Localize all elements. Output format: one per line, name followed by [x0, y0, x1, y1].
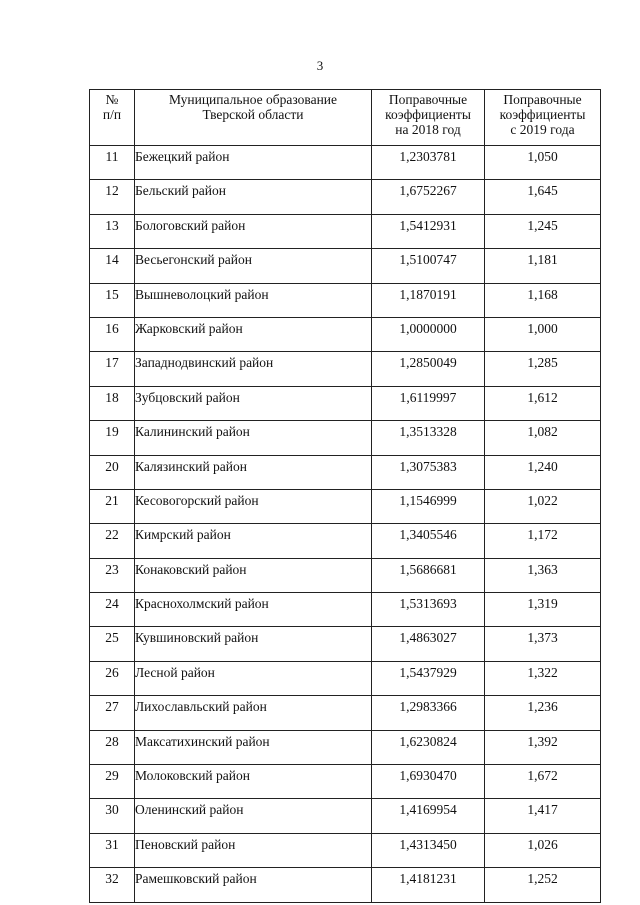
coef-2019-value: 1,022: [485, 489, 601, 523]
table-row: [90, 352, 601, 386]
table-row: [90, 249, 601, 283]
header-number: [90, 90, 135, 146]
header-coef-2019: [485, 90, 601, 146]
coef-2018-value: 1,2303781: [372, 146, 485, 180]
row-number: 18: [90, 386, 135, 420]
coef-2018-value: 1,4313450: [372, 833, 485, 867]
page-number: 3: [316, 58, 324, 73]
coef-2018-value: 1,4169954: [372, 799, 485, 833]
header-coef-2019-line: коэффициенты: [499, 107, 586, 122]
municipality-name: Кесовогорский район: [135, 489, 372, 523]
table-row: [90, 765, 601, 799]
table-row: [90, 593, 601, 627]
municipality-name: Калининский район: [135, 421, 372, 455]
table-row: [90, 696, 601, 730]
coef-2019-value: 1,172: [485, 524, 601, 558]
municipality-name: Зубцовский район: [135, 386, 372, 420]
table-row: [90, 386, 601, 420]
coef-2019-value: 1,050: [485, 146, 601, 180]
table-row: [90, 558, 601, 592]
coef-2019-value: 1,672: [485, 765, 601, 799]
row-number: 14: [90, 249, 135, 283]
row-number: 30: [90, 799, 135, 833]
coef-2019-value: 1,319: [485, 593, 601, 627]
table-row: [90, 627, 601, 661]
municipality-name: Западнодвинский район: [135, 352, 372, 386]
table-row: [90, 868, 601, 902]
header-coef-2018-line: коэффициенты: [385, 107, 471, 122]
municipality-name: Краснохолмский район: [135, 593, 372, 627]
coef-2018-value: 1,1870191: [372, 283, 485, 317]
coef-2019-value: 1,612: [485, 386, 601, 420]
municipality-name: Бежецкий район: [135, 146, 372, 180]
row-number: 31: [90, 833, 135, 867]
coef-2018-value: 1,6930470: [372, 765, 485, 799]
table-row: [90, 455, 601, 489]
municipality-name: Рамешковский район: [135, 868, 372, 902]
coef-2018-value: 1,6230824: [372, 730, 485, 764]
coef-2019-value: 1,181: [485, 249, 601, 283]
table-row: [90, 489, 601, 523]
table-row: [90, 146, 601, 180]
header-coef-2019-line: с 2019 года: [510, 122, 575, 137]
coef-2019-value: 1,373: [485, 627, 601, 661]
coef-2018-value: 1,0000000: [372, 317, 485, 351]
row-number: 17: [90, 352, 135, 386]
row-number: 32: [90, 868, 135, 902]
table-row: [90, 524, 601, 558]
coef-2019-value: 1,322: [485, 661, 601, 695]
municipality-name: Вышневолоцкий район: [135, 283, 372, 317]
table-row: [90, 317, 601, 351]
coef-2018-value: 1,2983366: [372, 696, 485, 730]
coef-2018-value: 1,5100747: [372, 249, 485, 283]
header-coef-2019-line: Поправочные: [503, 92, 582, 107]
table-row: [90, 180, 601, 214]
row-number: 11: [90, 146, 135, 180]
table-header-row: [90, 90, 601, 146]
table-row: [90, 799, 601, 833]
row-number: 20: [90, 455, 135, 489]
municipality-name: Максатихинский район: [135, 730, 372, 764]
table-row: [90, 730, 601, 764]
row-number: 16: [90, 317, 135, 351]
coef-2019-value: 1,026: [485, 833, 601, 867]
coef-2018-value: 1,4863027: [372, 627, 485, 661]
coef-2019-value: 1,392: [485, 730, 601, 764]
coef-2019-value: 1,363: [485, 558, 601, 592]
row-number: 26: [90, 661, 135, 695]
municipality-name: Кимрский район: [135, 524, 372, 558]
municipality-name: Калязинский район: [135, 455, 372, 489]
municipality-name: Бельский район: [135, 180, 372, 214]
coef-2019-value: 1,168: [485, 283, 601, 317]
header-coef-2018-line: на 2018 год: [395, 122, 461, 137]
coef-2019-value: 1,645: [485, 180, 601, 214]
municipality-name: Лесной район: [135, 661, 372, 695]
coef-2019-value: 1,245: [485, 214, 601, 248]
coef-2019-value: 1,285: [485, 352, 601, 386]
municipality-name: Весьегонский район: [135, 249, 372, 283]
municipality-name: Конаковский район: [135, 558, 372, 592]
coef-2018-value: 1,5412931: [372, 214, 485, 248]
municipality-name: Жарковский район: [135, 317, 372, 351]
row-number: 15: [90, 283, 135, 317]
row-number: 21: [90, 489, 135, 523]
row-number: 23: [90, 558, 135, 592]
coef-2019-value: 1,417: [485, 799, 601, 833]
coef-2018-value: 1,3513328: [372, 421, 485, 455]
coef-2018-value: 1,3075383: [372, 455, 485, 489]
table-row: [90, 421, 601, 455]
municipality-name: Пеновский район: [135, 833, 372, 867]
municipality-name: Молоковский район: [135, 765, 372, 799]
coef-2018-value: 1,5686681: [372, 558, 485, 592]
coef-2019-value: 1,240: [485, 455, 601, 489]
municipality-name: Кувшиновский район: [135, 627, 372, 661]
row-number: 28: [90, 730, 135, 764]
header-number-line: п/п: [102, 107, 122, 122]
coef-2019-value: 1,252: [485, 868, 601, 902]
municipality-name: Лихославльский район: [135, 696, 372, 730]
coef-2018-value: 1,6752267: [372, 180, 485, 214]
header-municipality: [135, 90, 372, 146]
row-number: 29: [90, 765, 135, 799]
row-number: 25: [90, 627, 135, 661]
table-row: [90, 661, 601, 695]
municipality-name: Оленинский район: [135, 799, 372, 833]
coef-2018-value: 1,5437929: [372, 661, 485, 695]
row-number: 12: [90, 180, 135, 214]
header-coef-2018-line: Поправочные: [388, 92, 468, 107]
table-row: [90, 833, 601, 867]
coef-2019-value: 1,082: [485, 421, 601, 455]
header-municipality-line: Муниципальное образование: [168, 92, 338, 107]
row-number: 27: [90, 696, 135, 730]
coef-2018-value: 1,6119997: [372, 386, 485, 420]
row-number: 19: [90, 421, 135, 455]
coefficients-table: [89, 89, 601, 903]
coef-2018-value: 1,3405546: [372, 524, 485, 558]
coef-2019-value: 1,236: [485, 696, 601, 730]
table-row: [90, 283, 601, 317]
coef-2019-value: 1,000: [485, 317, 601, 351]
header-number-line: №: [105, 92, 119, 107]
table-row: [90, 214, 601, 248]
row-number: 24: [90, 593, 135, 627]
coef-2018-value: 1,1546999: [372, 489, 485, 523]
coef-2018-value: 1,5313693: [372, 593, 485, 627]
row-number: 13: [90, 214, 135, 248]
header-coef-2018: [372, 90, 485, 146]
table-body: [90, 146, 601, 903]
coef-2018-value: 1,2850049: [372, 352, 485, 386]
row-number: 22: [90, 524, 135, 558]
municipality-name: Бологовский район: [135, 214, 372, 248]
header-municipality-line: Тверской области: [202, 107, 304, 122]
coef-2018-value: 1,4181231: [372, 868, 485, 902]
